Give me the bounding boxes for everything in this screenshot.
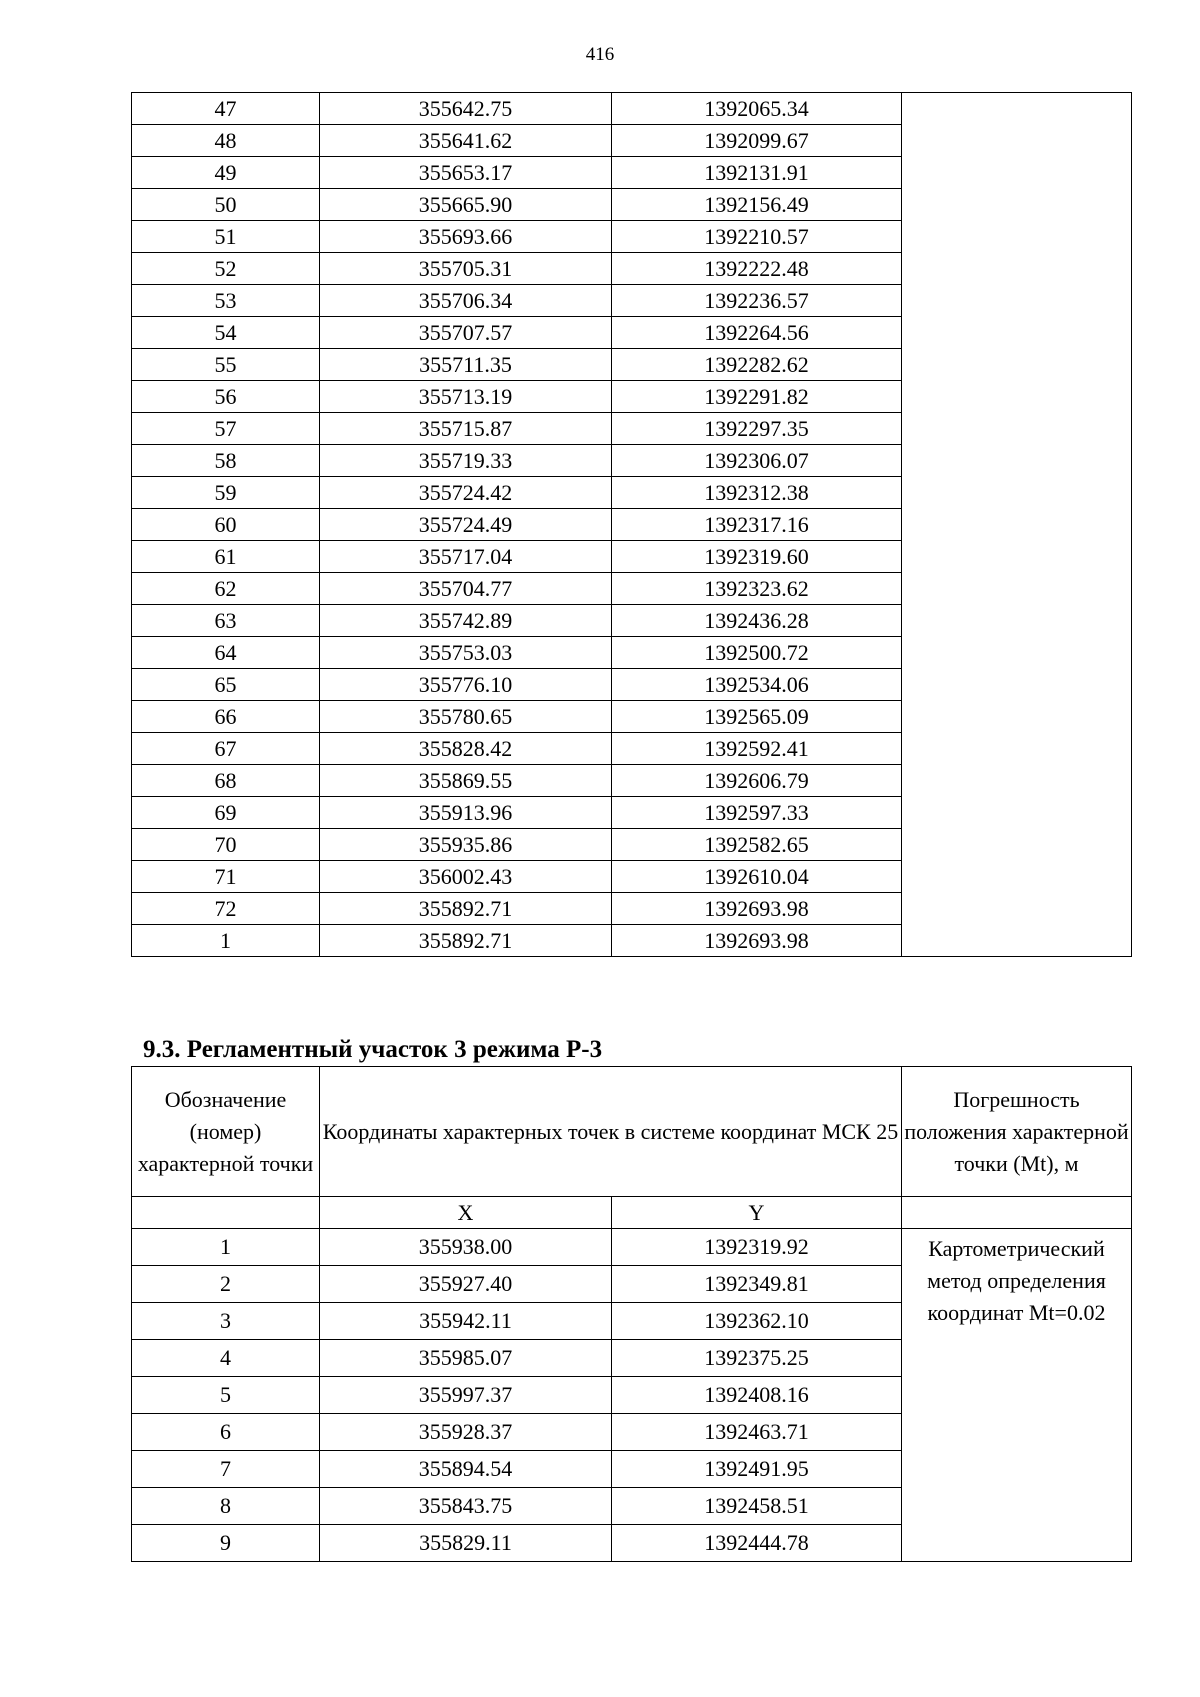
x-coordinate-cell: 355892.71 <box>320 925 612 957</box>
x-coordinate-cell: 355942.11 <box>320 1303 612 1340</box>
y-coordinate-cell: 1392436.28 <box>612 605 902 637</box>
x-coordinate-cell: 355717.04 <box>320 541 612 573</box>
page-number: 416 <box>585 44 615 65</box>
point-number-cell: 55 <box>132 349 320 381</box>
table-row <box>132 1229 1132 1266</box>
point-number-cell: 63 <box>132 605 320 637</box>
y-coordinate-cell: 1392693.98 <box>612 925 902 957</box>
y-coordinate-cell: 1392306.07 <box>612 445 902 477</box>
x-coordinate-cell: 355780.65 <box>320 701 612 733</box>
y-coordinate-cell: 1392491.95 <box>612 1451 902 1488</box>
x-coordinate-cell: 355742.89 <box>320 605 612 637</box>
point-number-cell: 7 <box>132 1451 320 1488</box>
section-heading: 9.3. Регламентный участок 3 режима Р-3 <box>143 1036 603 1063</box>
point-number-cell: 50 <box>132 189 320 221</box>
y-coordinate-cell: 1392264.56 <box>612 317 902 349</box>
y-coordinate-cell: 1392597.33 <box>612 797 902 829</box>
x-coordinate-cell: 355938.00 <box>320 1229 612 1266</box>
y-coordinate-cell: 1392375.25 <box>612 1340 902 1377</box>
y-coordinate-cell: 1392291.82 <box>612 381 902 413</box>
x-coordinate-cell: 355707.57 <box>320 317 612 349</box>
y-coordinate-cell: 1392565.09 <box>612 701 902 733</box>
y-coordinate-cell: 1392319.92 <box>612 1229 902 1266</box>
y-coordinate-cell: 1392297.35 <box>612 413 902 445</box>
x-coordinate-cell: 355693.66 <box>320 221 612 253</box>
point-number-cell: 70 <box>132 829 320 861</box>
y-coordinate-cell: 1392582.65 <box>612 829 902 861</box>
y-coordinate-cell: 1392606.79 <box>612 765 902 797</box>
x-coordinate-cell: 356002.43 <box>320 861 612 893</box>
y-coordinate-cell: 1392408.16 <box>612 1377 902 1414</box>
y-coordinate-cell: 1392323.62 <box>612 573 902 605</box>
y-coordinate-cell: 1392349.81 <box>612 1266 902 1303</box>
point-number-cell: 69 <box>132 797 320 829</box>
point-number-cell: 68 <box>132 765 320 797</box>
table-subheader-row <box>132 1197 1132 1229</box>
x-coordinate-cell: 355829.11 <box>320 1525 612 1562</box>
y-coordinate-cell: 1392534.06 <box>612 669 902 701</box>
point-number-cell: 9 <box>132 1525 320 1562</box>
header-position-error: Погрешность положения характерной точки (Mt), м <box>902 1067 1132 1197</box>
x-coordinate-cell: 355642.75 <box>320 93 612 125</box>
point-number-cell: 61 <box>132 541 320 573</box>
x-coordinate-cell: 355665.90 <box>320 189 612 221</box>
point-number-cell: 47 <box>132 93 320 125</box>
y-coordinate-cell: 1392065.34 <box>612 93 902 125</box>
subheader-empty <box>132 1197 320 1229</box>
subheader-x: X <box>320 1197 612 1229</box>
point-number-cell: 67 <box>132 733 320 765</box>
x-coordinate-cell: 355892.71 <box>320 893 612 925</box>
x-coordinate-cell: 355704.77 <box>320 573 612 605</box>
y-coordinate-cell: 1392693.98 <box>612 893 902 925</box>
x-coordinate-cell: 355711.35 <box>320 349 612 381</box>
point-number-cell: 56 <box>132 381 320 413</box>
x-coordinate-cell: 355724.42 <box>320 477 612 509</box>
point-number-cell: 58 <box>132 445 320 477</box>
x-coordinate-cell: 355928.37 <box>320 1414 612 1451</box>
x-coordinate-cell: 355828.42 <box>320 733 612 765</box>
x-coordinate-cell: 355653.17 <box>320 157 612 189</box>
point-number-cell: 2 <box>132 1266 320 1303</box>
x-coordinate-cell: 355719.33 <box>320 445 612 477</box>
point-number-cell: 1 <box>132 1229 320 1266</box>
point-number-cell: 52 <box>132 253 320 285</box>
x-coordinate-cell: 355913.96 <box>320 797 612 829</box>
x-coordinate-cell: 355985.07 <box>320 1340 612 1377</box>
point-number-cell: 65 <box>132 669 320 701</box>
coordinates-table-plot-3 <box>131 1066 1132 1562</box>
point-number-cell: 60 <box>132 509 320 541</box>
y-coordinate-cell: 1392131.91 <box>612 157 902 189</box>
point-number-cell: 5 <box>132 1377 320 1414</box>
y-coordinate-cell: 1392312.38 <box>612 477 902 509</box>
y-coordinate-cell: 1392156.49 <box>612 189 902 221</box>
point-number-cell: 59 <box>132 477 320 509</box>
x-coordinate-cell: 355724.49 <box>320 509 612 541</box>
header-coordinates: Координаты характерных точек в системе координат МСК 25 <box>320 1067 902 1197</box>
point-number-cell: 57 <box>132 413 320 445</box>
point-number-cell: 66 <box>132 701 320 733</box>
subheader-y: Y <box>612 1197 902 1229</box>
y-coordinate-cell: 1392500.72 <box>612 637 902 669</box>
x-coordinate-cell: 355927.40 <box>320 1266 612 1303</box>
y-coordinate-cell: 1392458.51 <box>612 1488 902 1525</box>
y-coordinate-cell: 1392444.78 <box>612 1525 902 1562</box>
point-number-cell: 6 <box>132 1414 320 1451</box>
table-row <box>132 93 1132 125</box>
y-coordinate-cell: 1392236.57 <box>612 285 902 317</box>
y-coordinate-cell: 1392610.04 <box>612 861 902 893</box>
x-coordinate-cell: 355869.55 <box>320 765 612 797</box>
point-number-cell: 54 <box>132 317 320 349</box>
header-point-designation: Обозначение (номер) характерной точки <box>132 1067 320 1197</box>
x-coordinate-cell: 355753.03 <box>320 637 612 669</box>
x-coordinate-cell: 355641.62 <box>320 125 612 157</box>
x-coordinate-cell: 355997.37 <box>320 1377 612 1414</box>
point-number-cell: 62 <box>132 573 320 605</box>
point-number-cell: 1 <box>132 925 320 957</box>
method-note-cell: Картометрический метод определения координат Mt=0.02 <box>902 1229 1132 1562</box>
y-coordinate-cell: 1392592.41 <box>612 733 902 765</box>
x-coordinate-cell: 355894.54 <box>320 1451 612 1488</box>
point-number-cell: 53 <box>132 285 320 317</box>
y-coordinate-cell: 1392099.67 <box>612 125 902 157</box>
point-number-cell: 72 <box>132 893 320 925</box>
x-coordinate-cell: 355935.86 <box>320 829 612 861</box>
coordinates-table-continued <box>131 92 1132 957</box>
point-number-cell: 8 <box>132 1488 320 1525</box>
x-coordinate-cell: 355843.75 <box>320 1488 612 1525</box>
x-coordinate-cell: 355713.19 <box>320 381 612 413</box>
error-note-cell <box>902 93 1132 957</box>
y-coordinate-cell: 1392362.10 <box>612 1303 902 1340</box>
y-coordinate-cell: 1392317.16 <box>612 509 902 541</box>
point-number-cell: 4 <box>132 1340 320 1377</box>
y-coordinate-cell: 1392282.62 <box>612 349 902 381</box>
x-coordinate-cell: 355706.34 <box>320 285 612 317</box>
y-coordinate-cell: 1392210.57 <box>612 221 902 253</box>
point-number-cell: 51 <box>132 221 320 253</box>
point-number-cell: 64 <box>132 637 320 669</box>
point-number-cell: 48 <box>132 125 320 157</box>
table-header-row <box>132 1067 1132 1197</box>
y-coordinate-cell: 1392222.48 <box>612 253 902 285</box>
subheader-empty <box>902 1197 1132 1229</box>
x-coordinate-cell: 355705.31 <box>320 253 612 285</box>
x-coordinate-cell: 355715.87 <box>320 413 612 445</box>
y-coordinate-cell: 1392463.71 <box>612 1414 902 1451</box>
x-coordinate-cell: 355776.10 <box>320 669 612 701</box>
point-number-cell: 71 <box>132 861 320 893</box>
point-number-cell: 49 <box>132 157 320 189</box>
point-number-cell: 3 <box>132 1303 320 1340</box>
y-coordinate-cell: 1392319.60 <box>612 541 902 573</box>
